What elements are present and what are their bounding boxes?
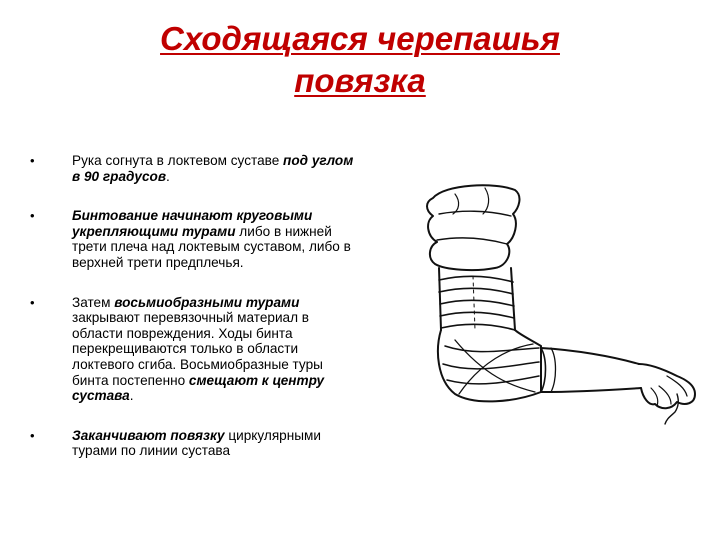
- bullet-list: [28, 153, 358, 459]
- item-emphasis: восьмиобразными турами: [114, 294, 300, 310]
- item-emphasis: под углом в 90 градусов: [72, 153, 354, 184]
- item-text: .: [129, 388, 134, 404]
- list-item: [28, 295, 358, 404]
- title-line-1: Сходящаяся черепашья: [160, 20, 560, 57]
- bullet-marker: •: [30, 427, 35, 443]
- rolled-sleeve: [427, 185, 519, 270]
- item-text: либо в нижней трети плеча над локтевым суставом, либо в верхней трети предплечья.: [72, 223, 351, 270]
- item-emphasis: Бинтование начинают круговыми укрепляющими турами: [72, 208, 313, 239]
- item-text: .: [166, 168, 170, 184]
- bullet-marker: •: [30, 153, 35, 168]
- list-item: [28, 428, 358, 459]
- item-text: Рука согнута в локтевом суставе: [72, 153, 284, 168]
- bullet-marker: •: [30, 208, 35, 224]
- item-text: циркулярными турами по линии сустава: [72, 427, 321, 459]
- elbow-bandage: [438, 330, 541, 401]
- item-text: закрывают перевязочный материал в области повреждения. Ходы бинта перекрещиваются только в области локтевого сгиба. Восьмиобразные туры бинта постепенно: [72, 310, 323, 388]
- bandaged-arm-illustration: [415, 180, 715, 440]
- list-item: [28, 153, 358, 184]
- list-item: [28, 208, 358, 270]
- bullet-marker: •: [30, 294, 35, 310]
- item-emphasis: Заканчивают повязку: [72, 427, 225, 443]
- hand: [639, 364, 695, 408]
- item-emphasis: смещают к центру сустава: [72, 372, 325, 404]
- item-text: Затем: [72, 294, 115, 310]
- title-line-2: повязка: [294, 62, 426, 99]
- slide-title: [100, 18, 620, 102]
